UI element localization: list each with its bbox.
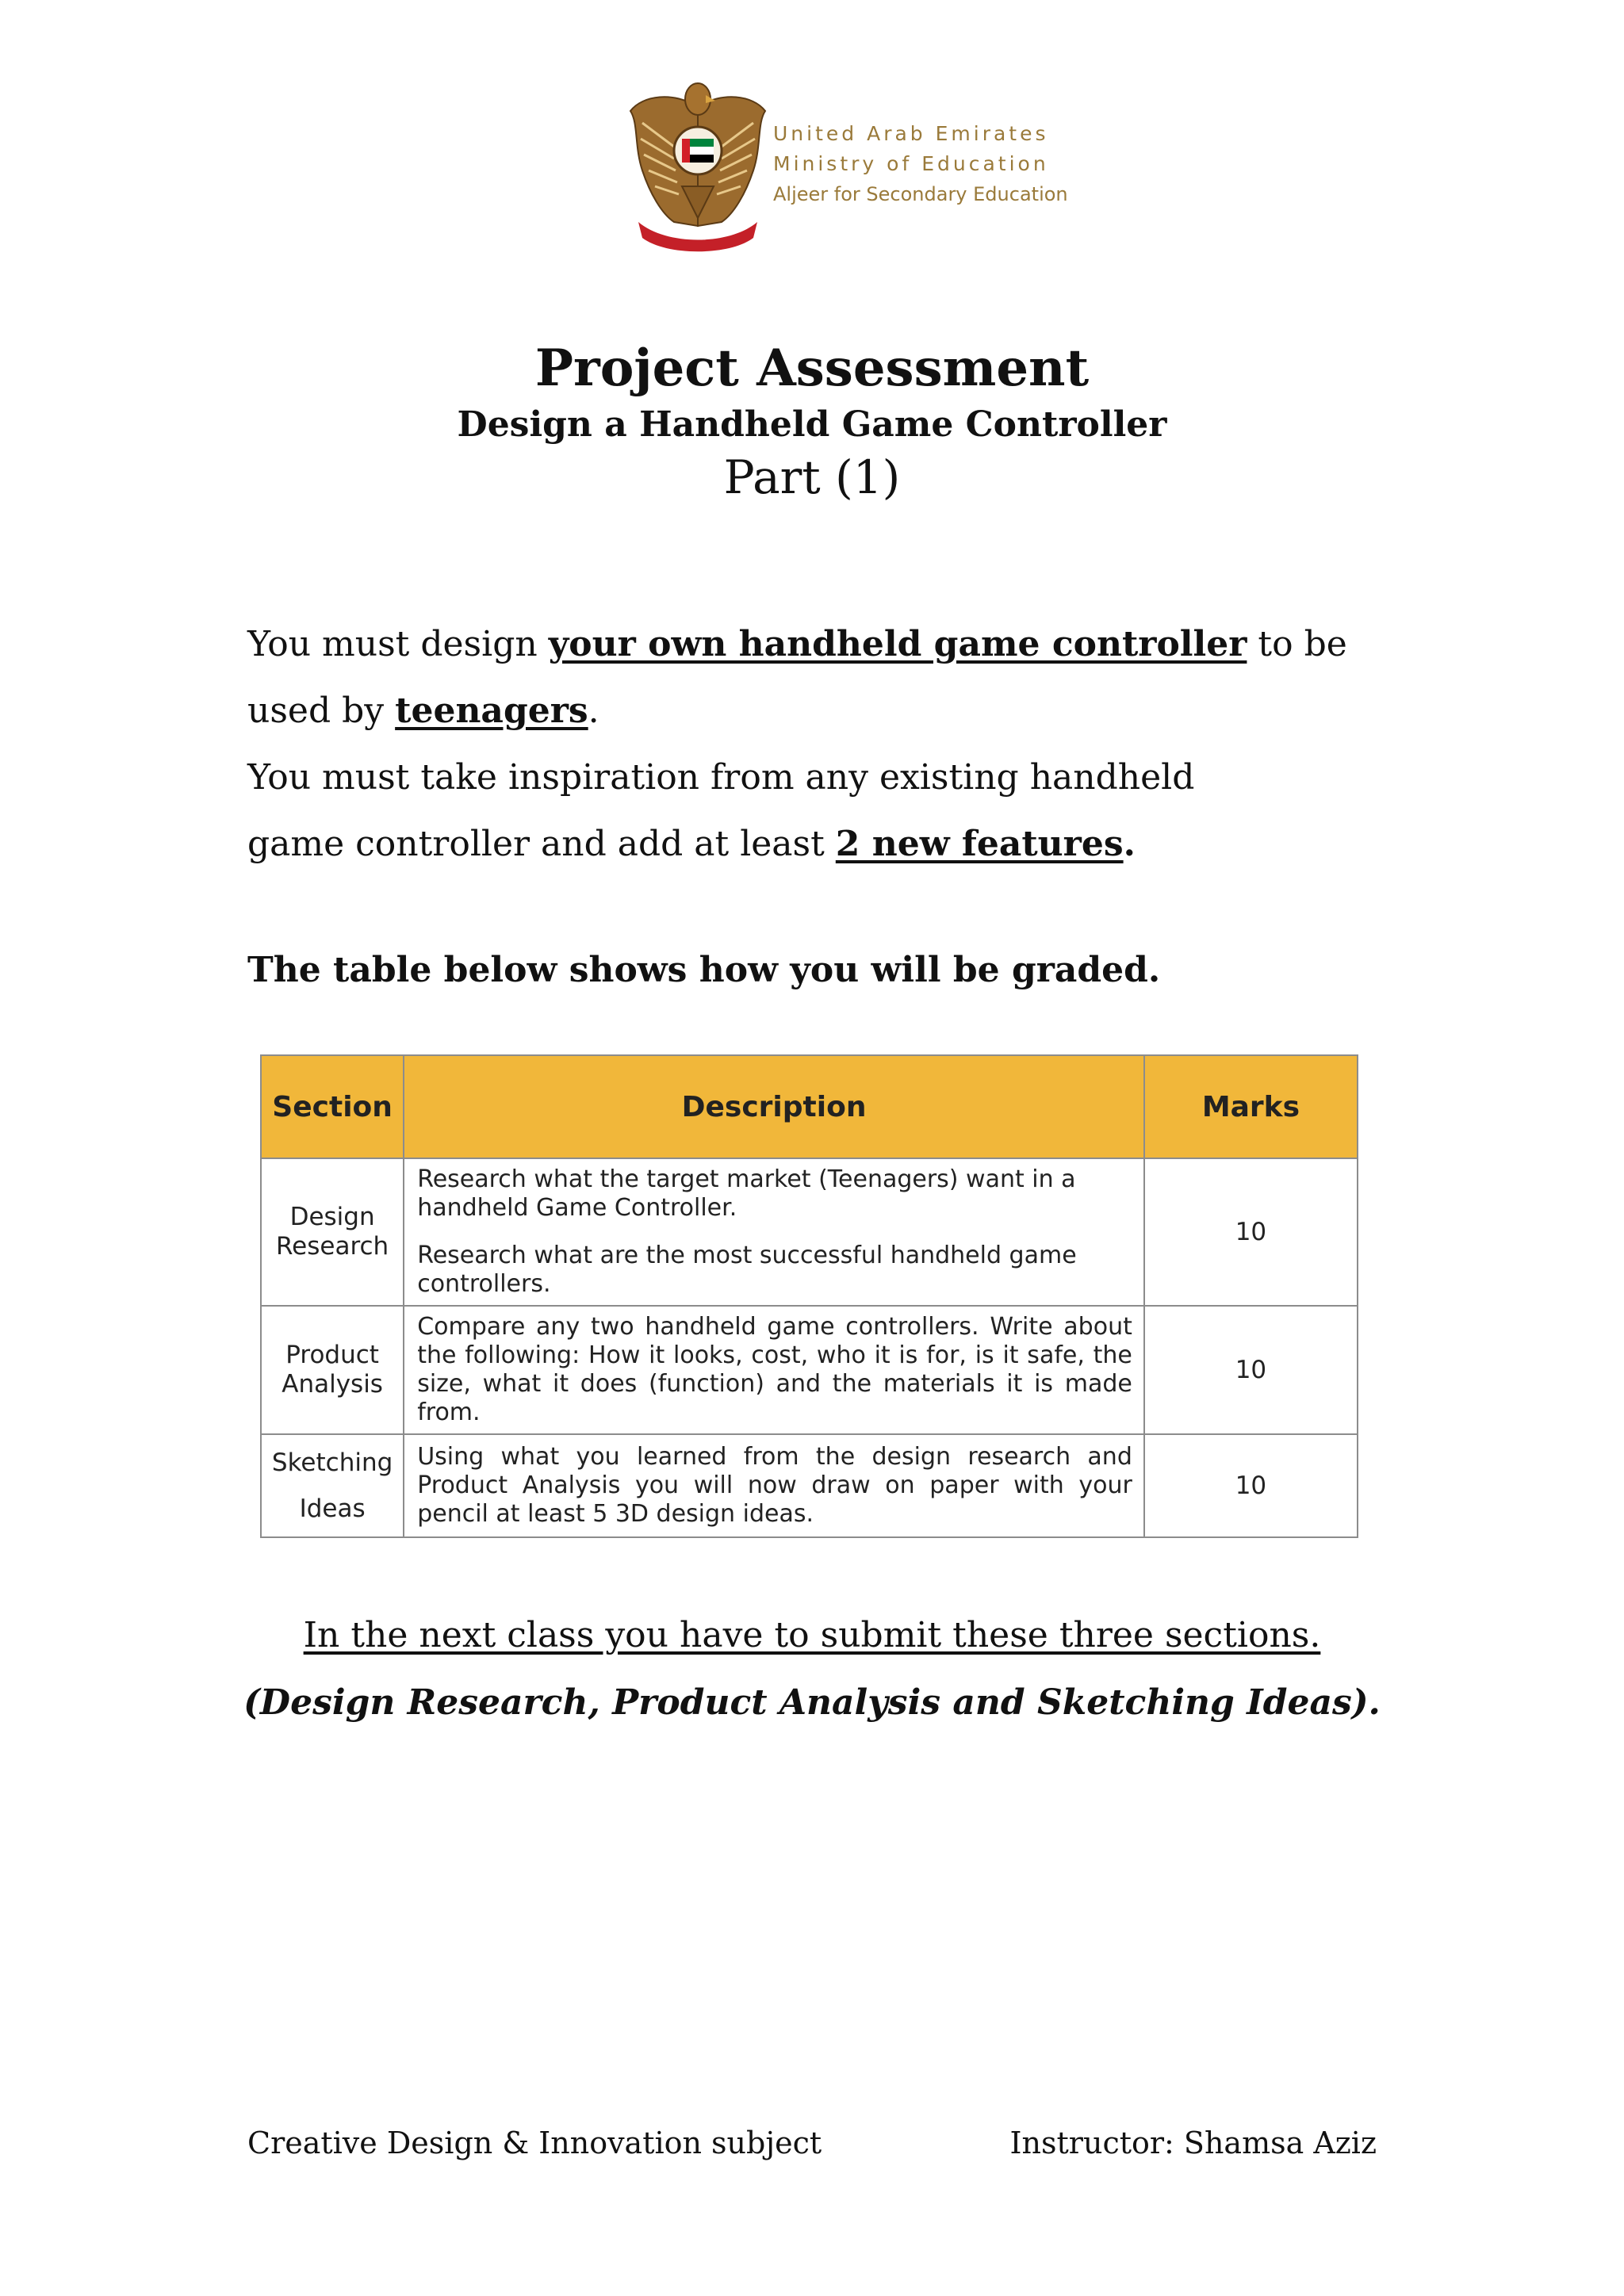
marks-cell: 10 xyxy=(1144,1306,1358,1434)
marks-cell: 10 xyxy=(1144,1434,1358,1537)
intro-text: You must design xyxy=(247,624,549,664)
description-text: Research what are the most successful handheld game controllers. xyxy=(417,1242,1077,1298)
header-marks: Marks xyxy=(1144,1055,1358,1158)
intro-emphasis: your own handheld game controller xyxy=(548,624,1247,664)
section-cell: Product Analysis xyxy=(261,1306,404,1434)
ministry-text xyxy=(773,119,1068,209)
page-title: Project Assessment xyxy=(534,339,1090,398)
marks-cell: 10 xyxy=(1144,1158,1358,1306)
part-label: Part (1) xyxy=(723,450,901,504)
table-header-row xyxy=(261,1055,1358,1158)
intro-text: . xyxy=(588,691,599,731)
submission-note-sections: (Design Research, Product Analysis and Sketching Ideas). xyxy=(243,1682,1381,1723)
section-label: Sketching xyxy=(271,1448,393,1477)
table-row xyxy=(261,1158,1358,1306)
table-row xyxy=(261,1434,1358,1537)
intro-text: to be used by xyxy=(247,624,1347,731)
description-text: Research what the target market (Teenagers) want in a handheld Game Controller. xyxy=(417,1165,1076,1222)
intro-text: . xyxy=(1123,824,1136,864)
page-subtitle: Design a Handheld Game Controller xyxy=(457,404,1167,445)
grading-note: The table below shows how you will be graded. xyxy=(247,950,1161,990)
footer-subject: Creative Design & Innovation subject xyxy=(247,2126,822,2160)
org-line-3: Aljeer for Secondary Education xyxy=(773,183,1068,205)
footer-instructor: Instructor: Shamsa Aziz xyxy=(1009,2126,1377,2160)
intro-emphasis: 2 new features xyxy=(835,824,1124,864)
section-label: Ideas xyxy=(299,1494,366,1523)
submission-note xyxy=(238,1601,1386,1736)
instruction-line-1 xyxy=(247,611,1389,744)
org-line-2: Ministry of Education xyxy=(773,152,1049,175)
ministry-logo xyxy=(626,75,1068,258)
table-row xyxy=(261,1306,1358,1434)
section-cell xyxy=(261,1434,404,1537)
org-line-1: United Arab Emirates xyxy=(773,122,1049,145)
submission-note-underlined: In the next class you have to submit these three sections. xyxy=(303,1615,1321,1655)
uae-falcon-emblem-icon xyxy=(626,75,769,258)
instruction-line-2 xyxy=(247,744,1215,878)
header-description: Description xyxy=(404,1055,1144,1158)
description-cell xyxy=(404,1158,1144,1306)
grading-table xyxy=(260,1054,1358,1538)
description-cell: Compare any two handheld game controllers. Write about the following: How it looks, cost, who it is for, is it safe, the size, what it does (function) and the materials it is made from. xyxy=(404,1306,1144,1434)
section-cell: Design Research xyxy=(261,1158,404,1306)
instructions-paragraph xyxy=(247,611,1389,878)
header-section: Section xyxy=(261,1055,404,1158)
description-cell: Using what you learned from the design research and Product Analysis you will now draw on paper with your pencil at least 5 3D design ideas. xyxy=(404,1434,1144,1537)
intro-text: You must take inspiration from any existing handheld game controller and add at least xyxy=(247,757,1195,864)
intro-emphasis: teenagers xyxy=(395,691,588,731)
